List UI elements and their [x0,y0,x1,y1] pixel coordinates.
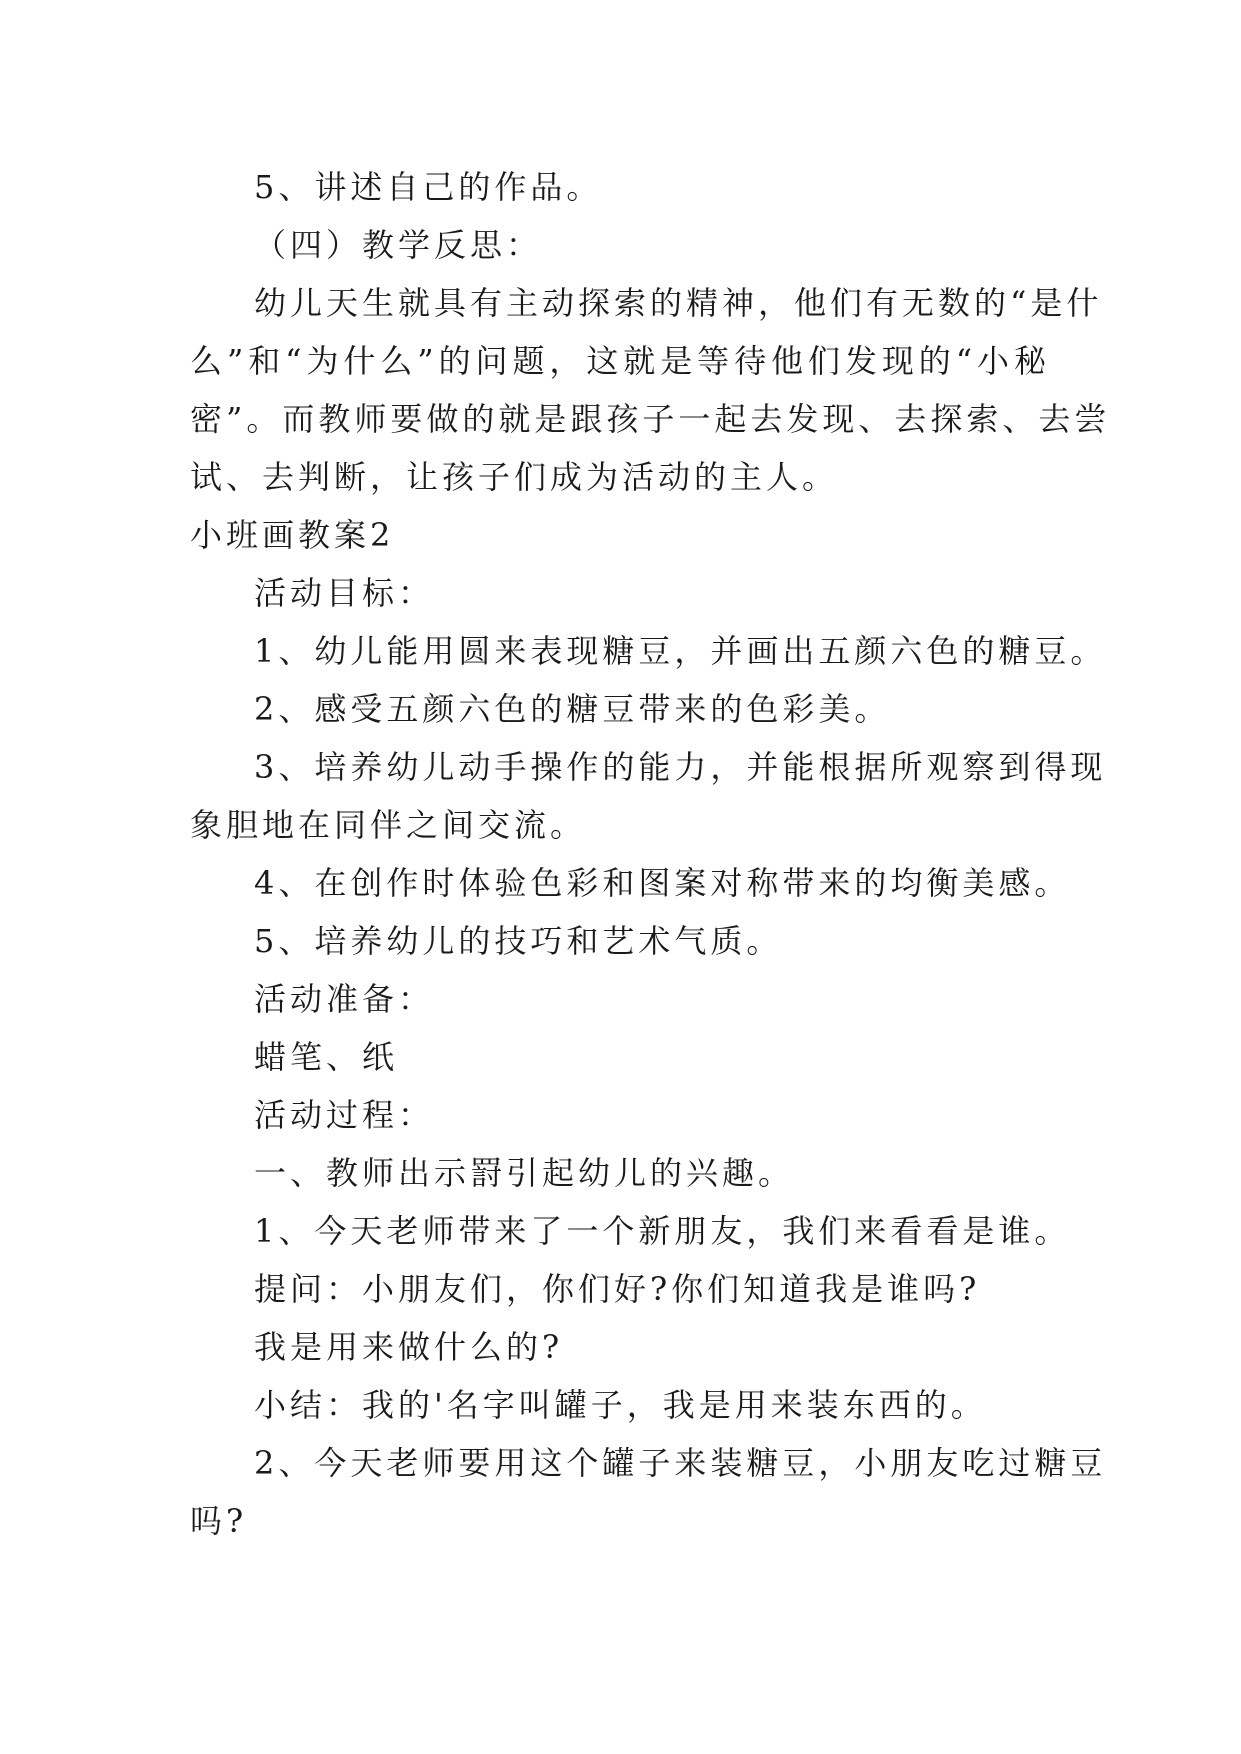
text-line: 2、今天老师要用这个罐子来装糖豆，小朋友吃过糖豆 [254,1444,1107,1482]
text-line: 密”。而教师要做的就是跟孩子一起去发现、去探索、去尝 [190,400,1111,438]
document-title: 小班画教案2 [190,516,395,554]
text-line: 我是用来做什么的? [254,1328,564,1366]
text-line: 么”和“为什么”的问题，这就是等待他们发现的“小秘 [190,342,1050,380]
text-line: 3、培养幼儿动手操作的能力，并能根据所观察到得现 [254,748,1107,786]
text-line: 5、讲述自己的作品。 [254,168,603,206]
text-line: 2、感受五颜六色的糖豆带来的色彩美。 [254,690,891,728]
text-line: 5、培养幼儿的技巧和艺术气质。 [254,922,783,960]
text-line: 提问：小朋友们，你们好?你们知道我是谁吗? [254,1270,981,1308]
section-heading: 活动过程： [254,1096,435,1134]
text-line: 象胆地在同伴之间交流。 [190,806,587,844]
document-body [190,158,1111,1550]
text-line: 一、教师出示罸引起幼儿的兴趣。 [254,1154,795,1192]
text-line: 蜡笔、纸 [254,1038,399,1076]
text-line: 4、在创作时体验色彩和图案对称带来的均衡美感。 [254,864,1071,902]
section-heading: 活动准备： [254,980,435,1018]
text-line: 1、今天老师带来了一个新朋友，我们来看看是谁。 [254,1212,1071,1250]
text-line: 吗? [190,1502,248,1540]
section-heading: 活动目标： [254,574,435,612]
text-line: 1、幼儿能用圆来表现糖豆，并画出五颜六色的糖豆。 [254,632,1107,670]
section-heading: （四）教学反思： [254,226,543,264]
text-line: 试、去判断，让孩子们成为活动的主人。 [190,458,839,496]
text-line: 幼儿天生就具有主动探索的精神，他们有无数的“是什 [254,284,1103,322]
text-line: 小结：我的'名字叫罐子，我是用来装东西的。 [254,1386,987,1424]
